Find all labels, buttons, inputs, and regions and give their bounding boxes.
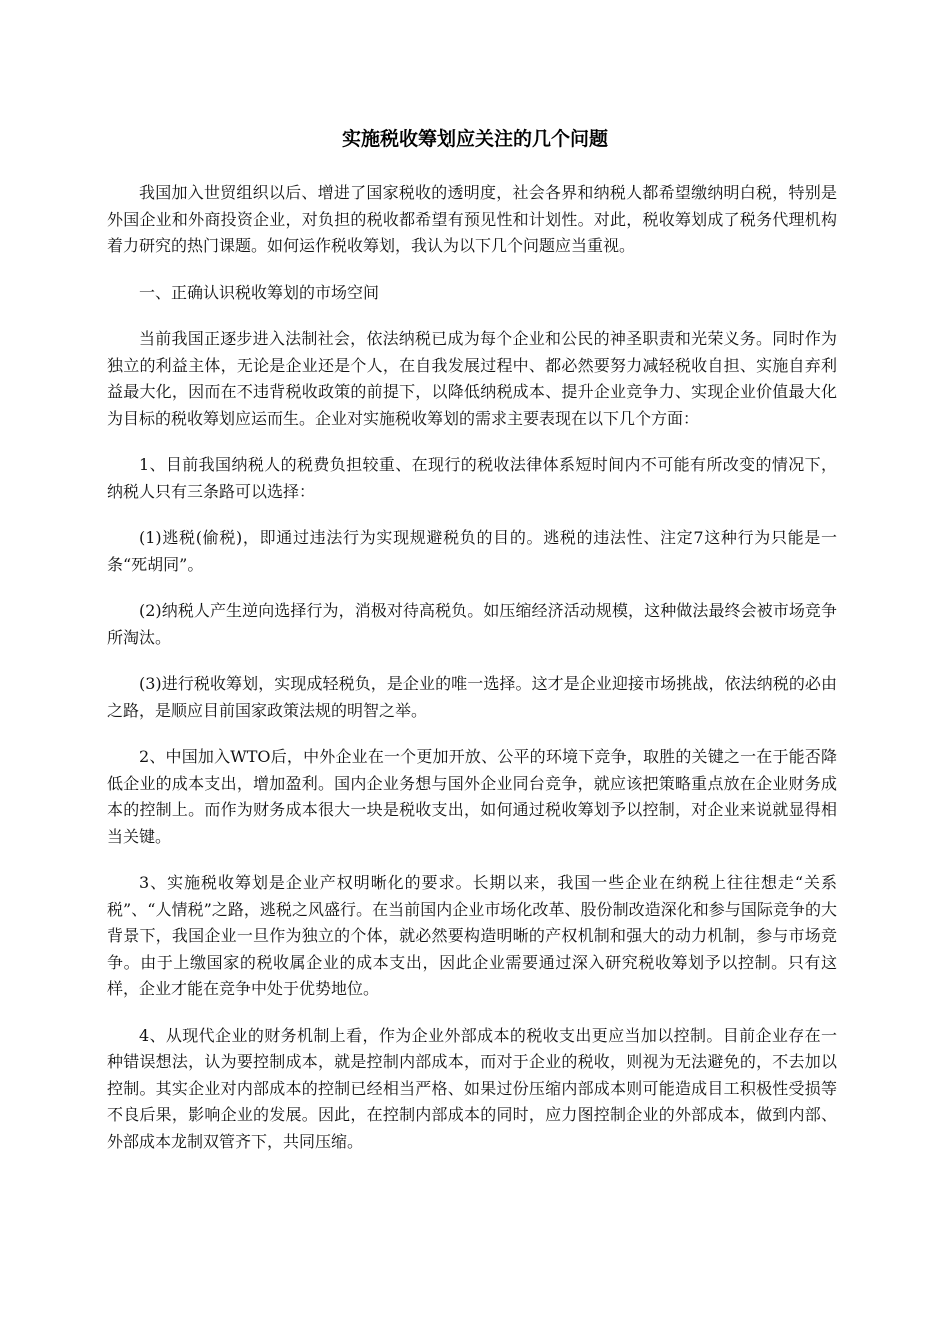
paragraph-point-2: 2、中国加入WTO后，中外企业在一个更加开放、公平的环境下竞争，取胜的关键之一在于能否降低企业的成本支出，增加盈利。国内企业务想与国外企业同台竞争，就应该把策略重点放在企业财务成本的控制上。而作为财务成本很大一块是税收支出，如何通过税收筹划予以控制，对企业来说就显得相当关键。 [107,747,837,846]
document-body [107,180,837,1175]
paragraph-point-1: 1、目前我国纳税人的税费负担较重、在现行的税收法律体系短时间内不可能有所改变的情况下，纳税人只有三条路可以选择： [107,455,837,501]
paragraph-option-2: (2)纳税人产生逆向选择行为，消极对待高税负。如压缩经济活动规模，这种做法最终会被市场竞争所淘汰。 [107,601,837,647]
document-title: 实施税收筹划应关注的几个问题 [341,128,608,150]
paragraph-option-3: (3)进行税收筹划，实现成轻税负，是企业的唯一选择。这才是企业迎接市场挑战，依法纳税的必由之路，是顺应目前国家政策法规的明智之举。 [107,674,837,720]
paragraph-point-4: 4、从现代企业的财务机制上看，作为企业外部成本的税收支出更应当加以控制。目前企业存在一种错误想法，认为要控制成本，就是控制内部成本，而对于企业的税收，则视为无法避免的，不去加以控制。其实企业对内部成本的控制已经相当严格、如果过份压缩内部成本则可能造成目工积极性受损等不良后果，影响企业的发展。因此，在控制内部成本的同时，应力图控制企业的外部成本，做到内部、外部成本龙制双管齐下，共同压缩。 [107,1025,837,1151]
paragraph-intro: 我国加入世贸组织以后、增进了国家税收的透明度，社会各界和纳税人都希望缴纳明白税，特别是外国企业和外商投资企业，对负担的税收都希望有预见性和计划性。对此，税收筹划成了税务代理机构着力研究的热门课题。如何运作税收筹划，我认为以下几个问题应当重视。 [107,183,837,255]
section-heading-1: 一、正确认识税收筹划的市场空间 [139,282,380,302]
paragraph-option-1: (1)逃税(偷税)，即通过违法行为实现规避税负的目的。逃税的违法性、注定7这种行为只能是一条“死胡同”。 [107,528,837,574]
paragraph-section-1: 当前我国正逐步进入法制社会，依法纳税已成为每个企业和公民的神圣职责和光荣义务。同时作为独立的利益主体，无论是企业还是个人，在自我发展过程中、都必然要努力减轻税收自担、实施自弃利益最大化，因而在不违背税收政策的前提下，以降低纳税成本、提升企业竞争力、实现企业价值最大化为目标的税收筹划应运而生。企业对实施税收筹划的需求主要表现在以下几个方面： [107,329,837,428]
paragraph-point-3: 3、实施税收筹划是企业产权明晰化的要求。长期以来，我国一些企业在纳税上往往想走“关系税”、“人情税”之路，逃税之风盛行。在当前国内企业市场化改革、股份制改造深化和参与国际竞争的大背景下，我国企业一旦作为独立的个体，就必然要构造明晰的产权机制和强大的动力机制，参与市场竞争。由于上缴国家的税收属企业的成本支出，因此企业需要通过深入研究税收筹划予以控制。只有这样，企业才能在竞争中处于优势地位。 [107,873,837,998]
